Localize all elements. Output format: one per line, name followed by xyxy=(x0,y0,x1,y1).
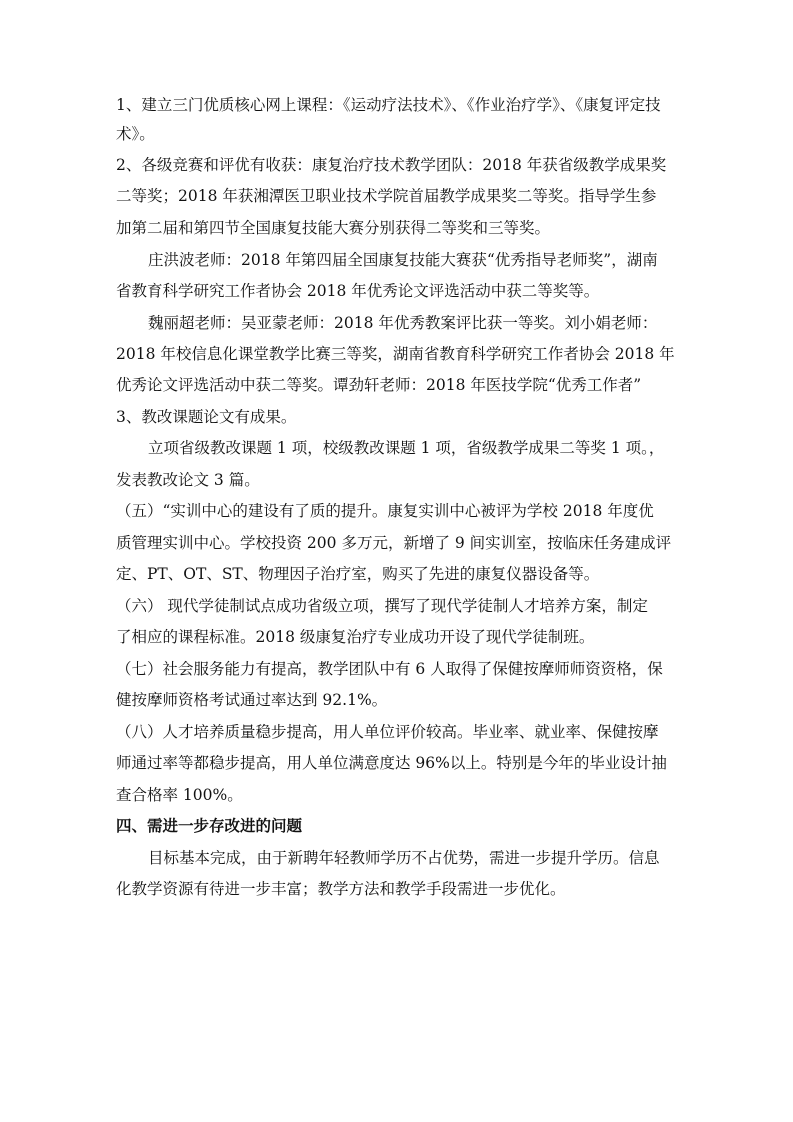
text-line: 优秀论文评选活动中获二等奖。谭劲轩老师：2018 年医技学院“优秀工作者” xyxy=(116,376,642,394)
text-line: 化教学资源有待进一步丰富；教学方法和教学手段需进一步优化。 xyxy=(116,880,566,898)
text-line: 发表教改论文 3 篇。 xyxy=(116,471,260,489)
text-line: （八）人才培养质量稳步提高，用人单位评价较高。毕业率、就业率、保健按摩 xyxy=(116,723,659,741)
text-line: 魏丽超老师：吴亚蒙老师：2018 年优秀教案评比获一等奖。刘小娟老师： xyxy=(148,314,658,332)
text-line: 加第二届和第四节全国康复技能大赛分别获得二等奖和三等奖。 xyxy=(116,219,551,237)
text-line: 目标基本完成，由于新聘年轻教师学历不占优势，需进一步提升学历。信息 xyxy=(148,849,660,867)
text-line: 立项省级教改课题 1 项，校级教改课题 1 项，省级教学成果二等奖 1 项。， xyxy=(148,439,665,457)
text-line: 庄洪波老师：2018 年第四届全国康复技能大赛获“优秀指导老师奖”，湖南 xyxy=(148,251,658,269)
text-line: 了相应的课程标准。2018 级康复治疗专业成功开设了现代学徒制班。 xyxy=(116,628,595,646)
text-line: 质管理实训中心。学校投资 200 多万元，新增了 9 间实训室，按临床任务建成评 xyxy=(116,534,672,552)
text-line: 2、各级竞赛和评优有收获：康复治疗技术教学团队：2018 年获省级教学成果奖 xyxy=(116,156,667,174)
text-line: 2018 年校信息化课堂教学比赛三等奖，湖南省教育科学研究工作者协会 2018 年 xyxy=(116,345,675,363)
text-line: 定、PT、OT、ST、物理因子治疗室，购买了先进的康复仪器设备等。 xyxy=(116,565,600,583)
text-line: （六） 现代学徒制试点成功省级立项，撰写了现代学徒制人才培养方案，制定 xyxy=(116,597,648,615)
text-line: 健按摩师资格考试通过率达到 92.1%。 xyxy=(116,691,388,709)
text-line: （七）社会服务能力有提高，教学团队中有 6 人取得了保健按摩师师资资格，保 xyxy=(116,660,663,678)
text-line: 省教育科学研究工作者协会 2018 年优秀论文评选活动中获二等奖等。 xyxy=(116,282,600,300)
text-line: 术》。 xyxy=(116,125,155,143)
text-line: （五）“实训中心的建设有了质的提升。康复实训中心被评为学校 2018 年度优 xyxy=(116,502,654,520)
text-line: 3、教改课题论文有成果。 xyxy=(116,408,297,426)
section-heading: 四、需进一步存改进的问题 xyxy=(116,816,303,835)
text-line: 师通过率等都稳步提高，用人单位满意度达 96%以上。特别是今年的毕业设计抽 xyxy=(116,754,667,772)
text-line: 二等奖；2018 年获湘潭医卫职业技术学院首届教学成果奖二等奖。指导学生参 xyxy=(116,187,657,205)
text-line: 1、建立三门优质核心网上课程：《运动疗法技术》、《作业治疗学》、《康复评定技 xyxy=(116,96,661,114)
text-line: 查合格率 100%。 xyxy=(116,786,243,804)
